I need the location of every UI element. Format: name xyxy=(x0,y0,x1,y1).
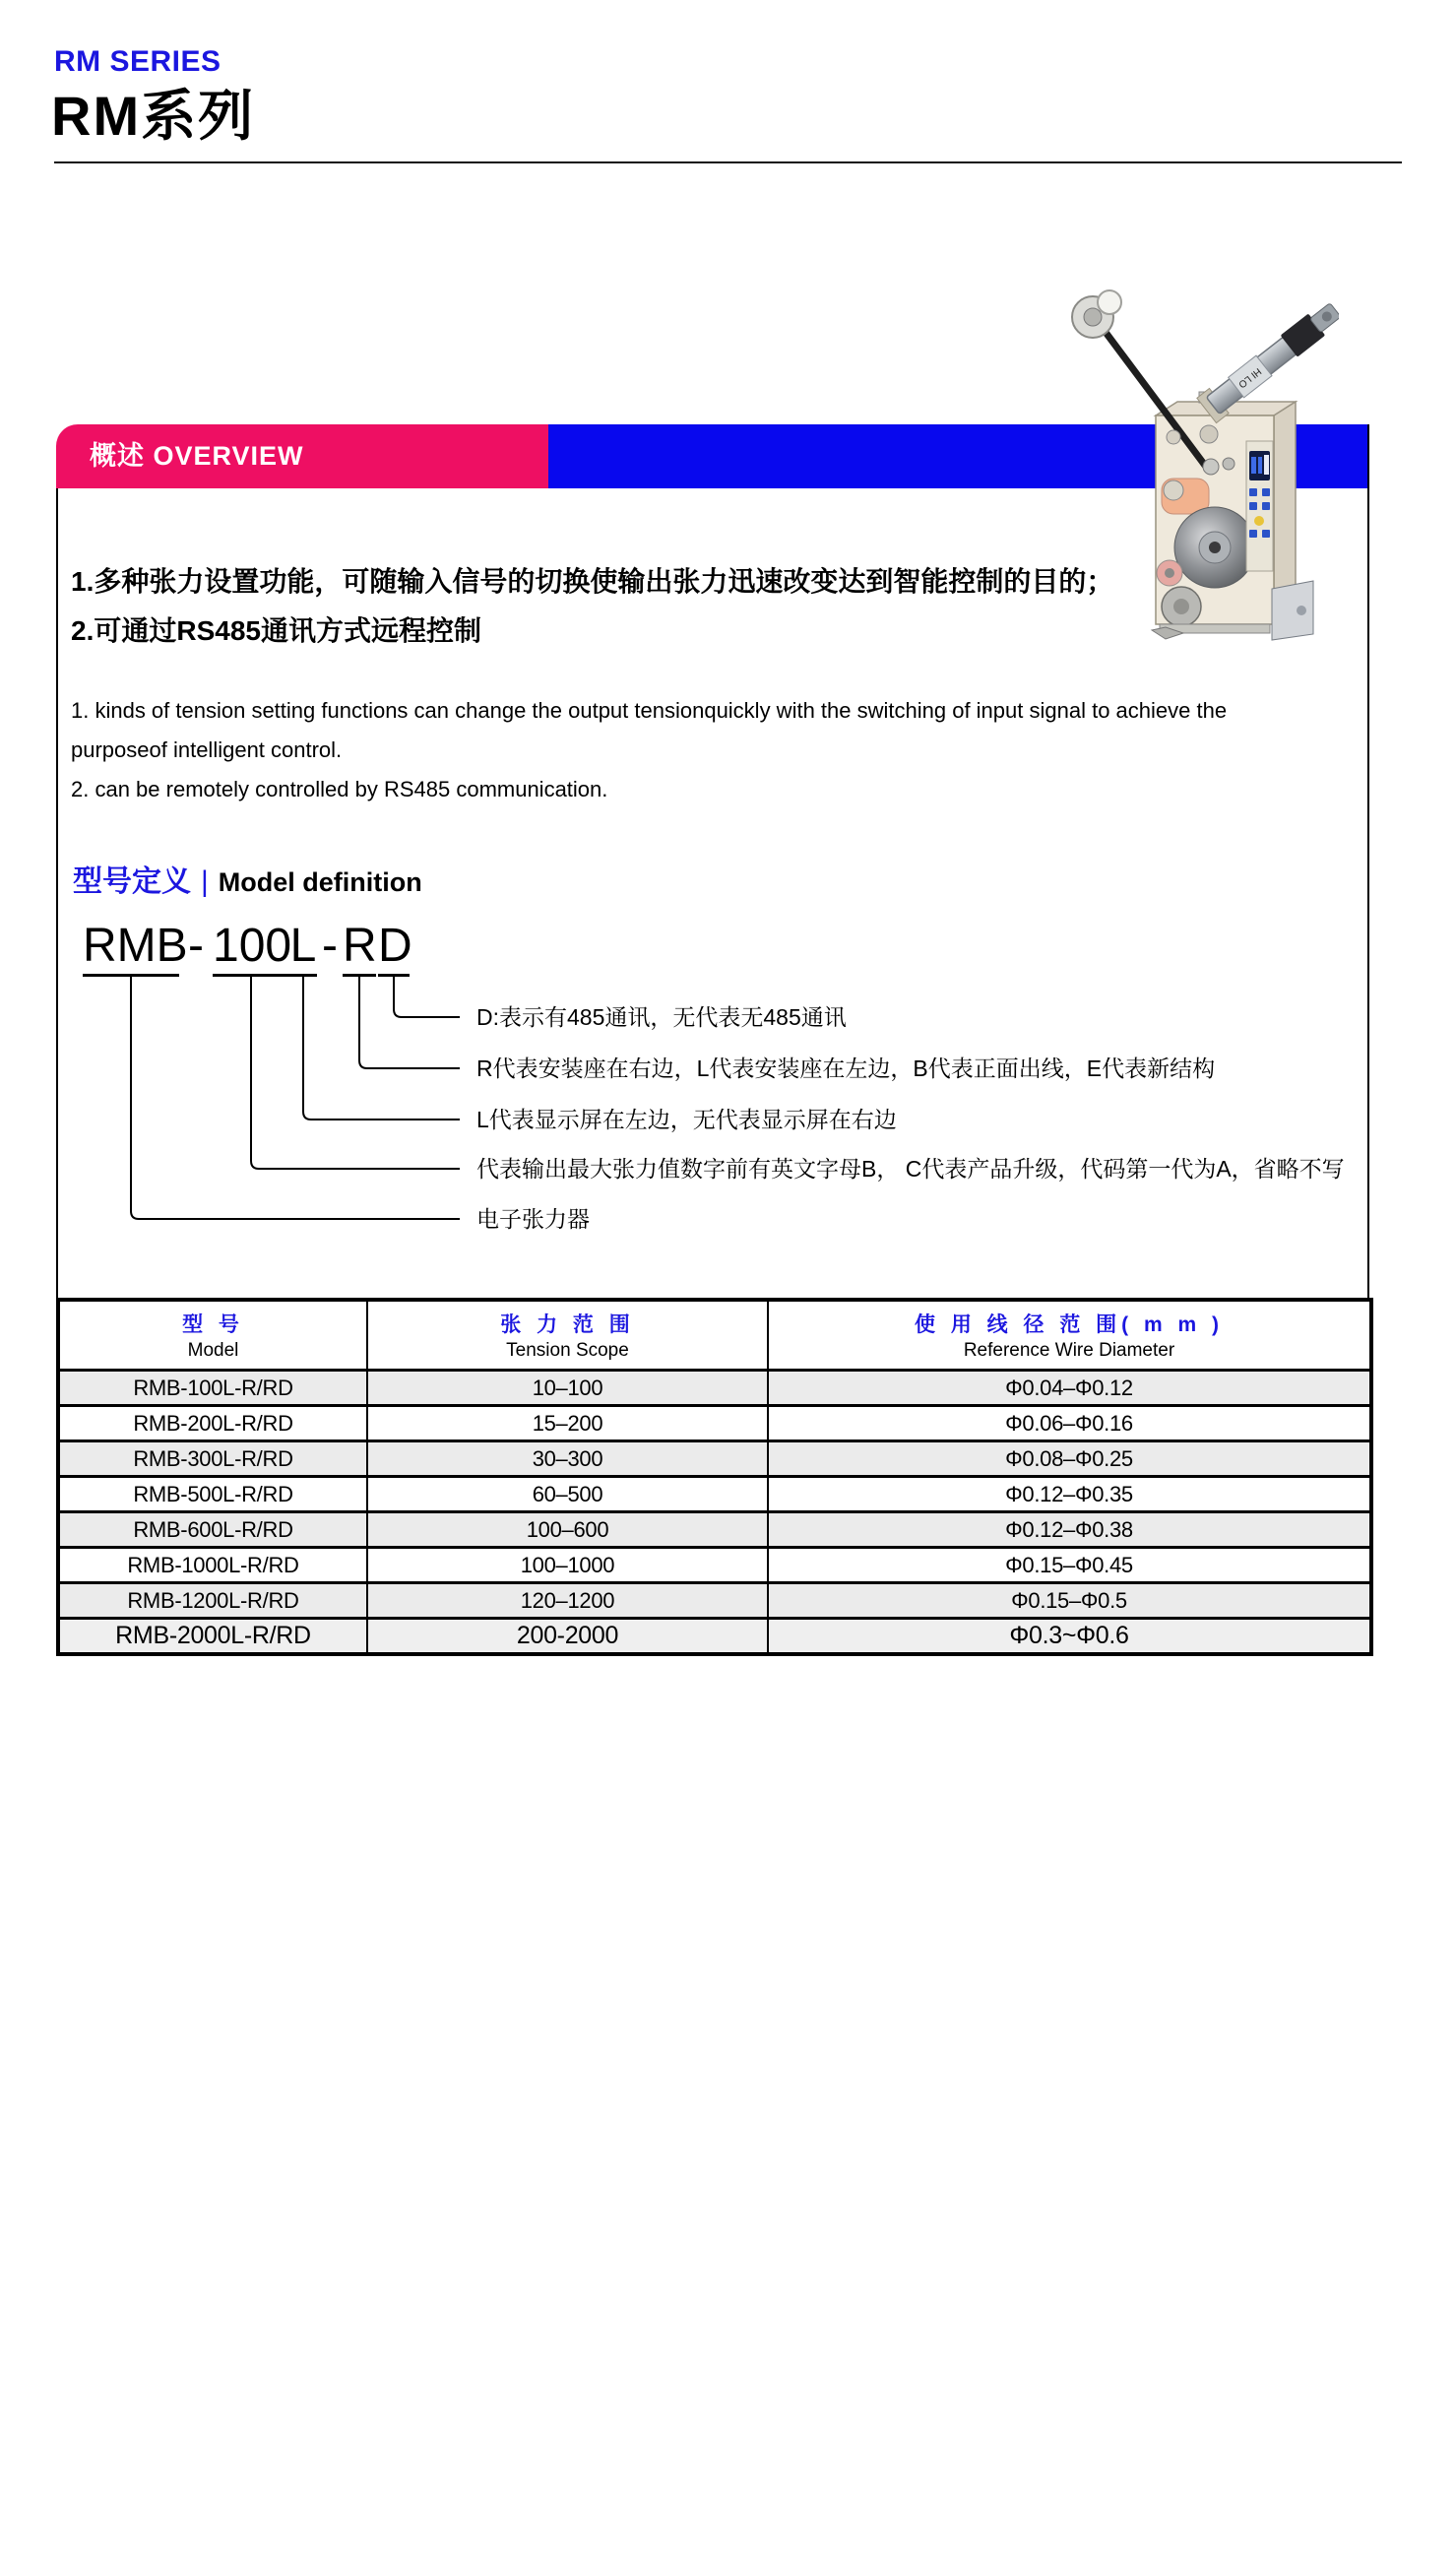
cell-tension: 15–200 xyxy=(367,1406,768,1441)
cylinder-label: HI LO xyxy=(1235,365,1263,390)
panel-button xyxy=(1262,502,1270,510)
code-label-mount: R代表安装座在右边，L代表安装座在左边，B代表正面出线，E代表新结构 xyxy=(476,1056,1216,1081)
panel-button xyxy=(1249,502,1257,510)
panel-indicator xyxy=(1254,516,1264,526)
header-diameter-cn: 使 用 线 径 范 围( m m ) xyxy=(914,1313,1224,1336)
panel-button xyxy=(1249,488,1257,496)
cell-model: RMB-1000L-R/RD xyxy=(58,1548,367,1583)
features-english xyxy=(71,691,1351,809)
cell-diameter: Φ0.12–Φ0.35 xyxy=(768,1477,1371,1512)
table-row xyxy=(58,1406,1371,1441)
code-segment-mount: R xyxy=(343,922,376,977)
header-diameter-en: Reference Wire Diameter xyxy=(963,1340,1175,1361)
model-code xyxy=(83,922,410,977)
specification-table xyxy=(56,1298,1373,1656)
control-panel xyxy=(1246,441,1273,571)
feature-en-line: purposeof intelligent control. xyxy=(71,737,343,762)
cell-diameter: Φ0.04–Φ0.12 xyxy=(768,1371,1371,1406)
cell-diameter: Φ0.06–Φ0.16 xyxy=(768,1406,1371,1441)
features-chinese xyxy=(71,557,1351,656)
code-dash: - xyxy=(188,920,204,972)
code-segment-tension: 100 xyxy=(213,922,289,977)
code-label-display: L代表显示屏在左边，无代表显示屏在右边 xyxy=(476,1107,897,1132)
model-code-connector-lines xyxy=(56,975,470,1231)
table-row xyxy=(58,1441,1371,1477)
panel-button xyxy=(1249,530,1257,538)
heading-separator: | xyxy=(201,865,209,898)
header-tension-en: Tension Scope xyxy=(506,1340,629,1361)
model-definition-title-en: Model definition xyxy=(218,867,422,897)
code-label-tension: 代表输出最大张力值数字前有英文字母B， C代表产品升级，代码第一代为A，省略不写 xyxy=(476,1156,1345,1182)
cell-model: RMB-2000L-R/RD xyxy=(58,1619,367,1655)
model-definition-title-cn: 型号定义 xyxy=(73,865,191,898)
feature-cn-line: 1.多种张力设置功能，可随输入信号的切换使输出张力迅速改变达到智能控制的目的； xyxy=(71,566,1114,597)
cell-tension: 100–600 xyxy=(367,1512,768,1548)
cell-diameter: Φ0.3~Φ0.6 xyxy=(768,1619,1371,1655)
cell-model: RMB-300L-R/RD xyxy=(58,1441,367,1477)
feature-en-line: 1. kinds of tension setting functions can change the output tensionquickly with the switching of input signal to achieve the xyxy=(71,698,1228,723)
table-row xyxy=(58,1619,1371,1655)
header-model xyxy=(58,1300,367,1371)
cell-model: RMB-600L-R/RD xyxy=(58,1512,367,1548)
panel-button xyxy=(1262,488,1270,496)
overview-title: 概述 OVERVIEW xyxy=(90,441,304,471)
code-label-comm: D:表示有485通讯，无代表无485通讯 xyxy=(476,1004,847,1030)
table-row xyxy=(58,1512,1371,1548)
cell-diameter: Φ0.15–Φ0.45 xyxy=(768,1548,1371,1583)
code-segment-display: L xyxy=(289,922,317,977)
code-segment-comm: D xyxy=(378,922,410,977)
cell-tension: 200-2000 xyxy=(367,1619,768,1655)
overview-banner xyxy=(56,424,548,488)
header-divider xyxy=(54,161,1402,163)
table-row xyxy=(58,1583,1371,1619)
cell-tension: 120–1200 xyxy=(367,1583,768,1619)
series-title-cn: RM系列 xyxy=(51,85,256,147)
model-definition-heading xyxy=(73,857,422,900)
header-tension-cn: 张 力 范 围 xyxy=(500,1313,635,1336)
cell-model: RMB-100L-R/RD xyxy=(58,1371,367,1406)
header-model-en: Model xyxy=(187,1340,239,1361)
cell-diameter: Φ0.12–Φ0.38 xyxy=(768,1512,1371,1548)
feature-cn-line: 2.可通过RS485通讯方式远程控制 xyxy=(71,615,481,646)
table-row xyxy=(58,1371,1371,1406)
feature-en-line: 2. can be remotely controlled by RS485 communication. xyxy=(71,777,608,801)
cell-model: RMB-500L-R/RD xyxy=(58,1477,367,1512)
cell-tension: 60–500 xyxy=(367,1477,768,1512)
header-diameter xyxy=(768,1300,1371,1371)
panel-button xyxy=(1262,530,1270,538)
cell-tension: 30–300 xyxy=(367,1441,768,1477)
series-title-en: RM SERIES xyxy=(54,45,222,78)
cell-model: RMB-1200L-R/RD xyxy=(58,1583,367,1619)
code-label-series: 电子张力器 xyxy=(476,1206,590,1232)
cell-tension: 10–100 xyxy=(367,1371,768,1406)
code-dash: - xyxy=(322,920,338,972)
table-header-row xyxy=(58,1300,1371,1371)
table-row xyxy=(58,1477,1371,1512)
header-model-cn: 型 号 xyxy=(182,1313,244,1336)
code-segment-series: RMB xyxy=(83,922,179,977)
cell-model: RMB-200L-R/RD xyxy=(58,1406,367,1441)
table-row xyxy=(58,1548,1371,1583)
wire-guide-arm xyxy=(1072,290,1209,471)
header-tension xyxy=(367,1300,768,1371)
cell-diameter: Φ0.15–Φ0.5 xyxy=(768,1583,1371,1619)
cell-diameter: Φ0.08–Φ0.25 xyxy=(768,1441,1371,1477)
cell-tension: 100–1000 xyxy=(367,1548,768,1583)
